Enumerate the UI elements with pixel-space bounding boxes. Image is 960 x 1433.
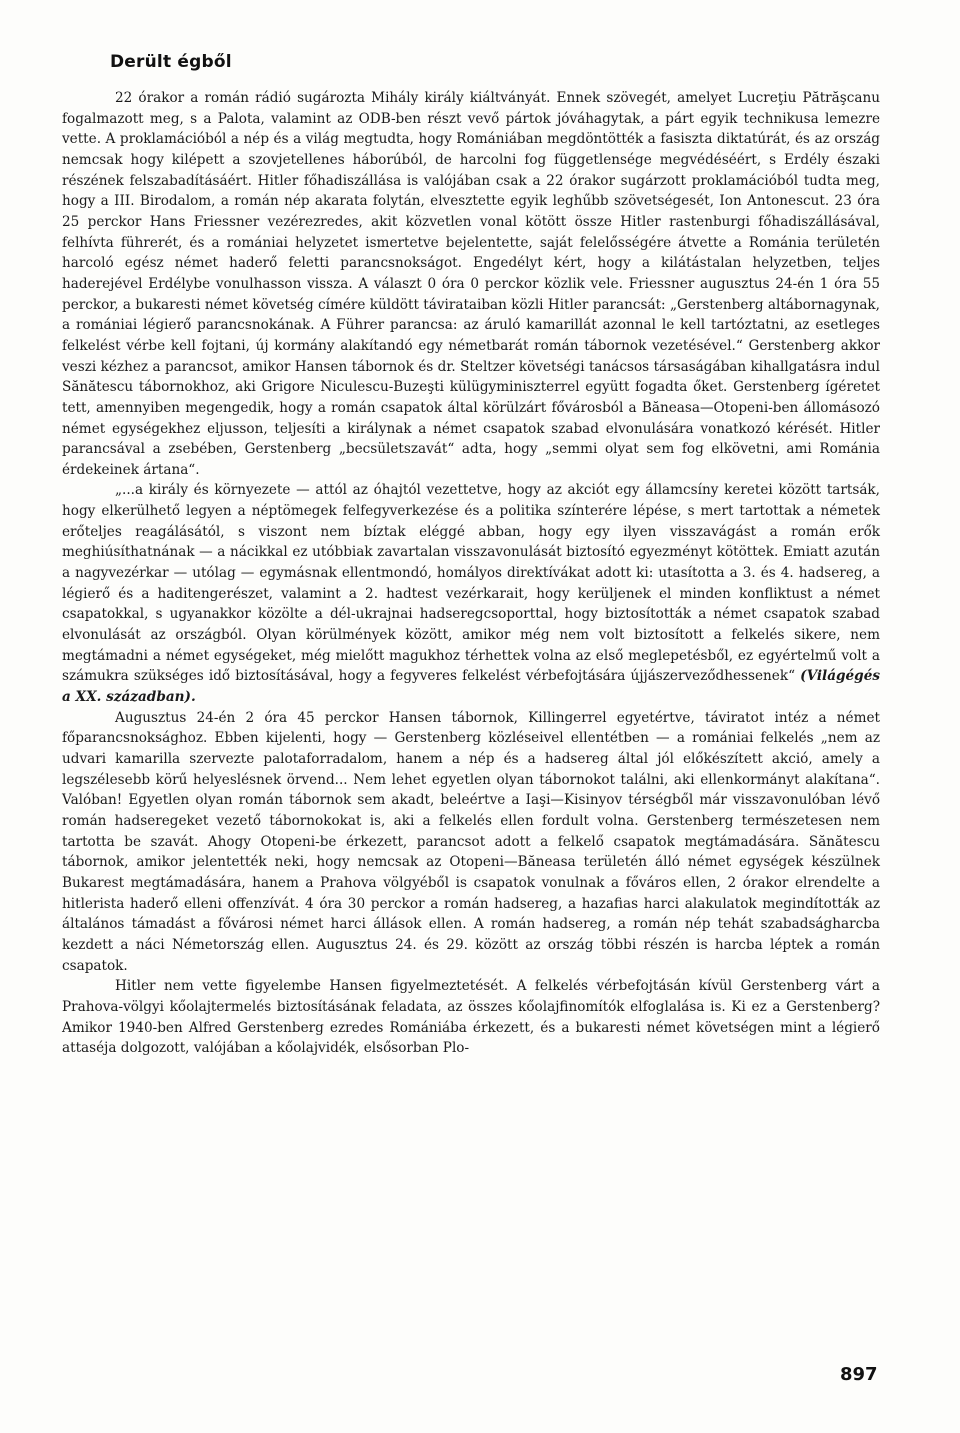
paragraph-hansen-telegram: Augusztus 24-én 2 óra 45 perckor Hansen tábornok, Killingerrel egyetértve, táviratot intéz a német főparancsnoksághoz. Ebben kijelenti, hogy — Gerstenberg közléseivel ellentétben — a romániai felkelés „nem az udvari kamarilla szervezte palotaforradalom, hanem a nép és a hadsereg által jól előkészített akció, amely a legszélesebb körű helyeslésnek örvend... Nem lehet egyetlen olyan tábornokot találni, aki ellenkormányt alakítana“. Valóban! Egyetlen olyan román tábornok sem akadt, beleértve a Iaşi—Kisinyov térségből már visszavonulóban lévő román hadseregeket vezető tábornokokat is, aki a felkelés ellen fordult volna. Gerstenberg természetesen nem tartotta be szavát. Ahogy Otopeni-be érkezett, parancsot adott a felkelő csapatok megtámadására. Sănătescu tábornok, amikor jelentették neki, hogy nemcsak az Otopeni—Băneasa területén álló német egységek készülnek Bukarest megtámadására, hanem a Prahova völgyéből is csapatok vonulnak a főváros ellen, 2 órakor elrendelte a hitlerista haderő elleni offenzívát. 4 óra 30 perckor a román hadsereg, a hazafias harci alakulatok megindították az általános támadást a fővárosi német harci állások ellen. A román hadsereg, a román nép tehát szabadságharcba kezdett a náci Németország ellen. Augusztus 24. és 29. között az ország többi részén is harcba léptek a román csapatok. xyxy=(62,709,880,974)
quotation-source: (Világégés a XX. században). xyxy=(62,668,880,706)
paragraph-proclamation: 22 órakor a román rádió sugározta Mihály király kiáltványát. Ennek szövegét, amelyet Lucreţiu Pătrăşcanu fogalmazott meg, s a Palota, valamint az ODB-ben részt vevő pártok jóváhagytak, a párt egyik technikusa lemezre vette. A proklamációból a nép és a világ megtudta, hogy Romániában megdöntötték a fasiszta diktatúrát, és az ország nemcsak hogy kilépett a szovjetellenes háborúból, de harcolni fog függetlensége megvédéséért, s Erdély északi részének felszabadításáért. Hitler főhadiszállása is valójában csak a 22 órakor sugárzott proklamációból tudta meg, hogy a III. Birodalom, a román nép akarata folytán, elvesztette egyik leghűbb szövetségesét, Ion Antonescut. 23 óra 25 perckor Hans Friessner vezérezredes, akit közvetlen vonal kötött össze Hitler rastenburgi főhadiszállásával, felhívta führerét, és a romániai helyzetet ismertetve bejelentette, saját felelősségére átvette a Románia területén harcoló egész német haderő feletti parancsnokságot. Engedélyt kért, hogy a kilátástalan helyzetben, teljes haderejével Erdélybe vonulhasson vissza. A választ 0 óra 0 perckor közlik vele. Friessner augusztus 24-én 1 óra 55 perckor, a bukaresti német követség címére küldött távirataiban közli Hitler parancsát: „Gerstenberg altábornagynak, a romániai légierő parancsnokának. A Führer parancsa: az áruló kamarillát azonnal le kell tartóztatni, az esetleges felkelést vérbe kell fojtani, új kormány alakítandó egy németbarát román tábornok vezetésével.“ Gerstenberg akkor veszi kézhez a parancsot, amikor Hansen tábornok és dr. Steltzer követségi tanácsos társaságában kihallgatásra indul Sănătescu tábornokhoz, aki Grigore Niculescu-Buzeşti külügyminiszterrel együtt fogadta őket. Gerstenberg ígéretet tett, amennyiben megengedik, hogy a román csapatok által körülzárt fővárosból a Băneasa—Otopeni-ben állomásozó német egységekhez eljusson, teljesíti a királynak a német csapatok szabad elvonulására vonatkozó kérését. Hitler parancsával a zsebében, Gerstenberg „becsületszavát“ adta, hogy „semmi olyat sem fog elkövetni, ami Románia érdekeinek ártana“. xyxy=(62,90,880,478)
quotation-text: „...a király és környezete — attól az óhajtól vezettetve, hogy az akciót egy államcsíny keretei között tartsák, hogy elkerülhető legyen a néptömegek felfegyverkezése és a politika színterére lépése, s mert tartottak a németek erőteljes reagálásától, s viszont nem bíztak eléggé abban, hogy egy ilyen visszavágást a román erők meghiúsíthatnának — a nácikkal ez utóbbiak zavartalan visszavonulását biztosító egyezményt kötöttek. Emiatt azután a nagyvezérkar — utólag — egymásnak ellentmondó, homályos direktívákat adott ki: utasította a 3. és 4. hadsereg, a légierő és a haditengerészet, valamint a 2. hadtest vezérkarait, hogy kerüljenek el minden konfliktust a német csapatokkal, s ugyanakkor közölte a dél-ukrajnai hadseregcsoporttal, hogy biztosították a német csapatok szabad elvonulását az országból. Olyan körülmények között, amikor még nem volt biztosított a felkelés sikere, nem megtámadni a német egységeket, még mielőtt magukhoz térhettek volna az első meglepetésből, ez egyértelmű volt a számukra szükséges idő biztosításával, hogy a fegyveres felkelést vérbefojtására újjászerveződhessenek“ xyxy=(62,482,880,685)
section-title: Derült égből xyxy=(110,52,232,72)
body-text xyxy=(62,88,880,1059)
page-number: 897 xyxy=(840,1364,878,1385)
paragraph-quotation xyxy=(62,480,880,707)
paragraph-gerstenberg: Hitler nem vette figyelembe Hansen figyelmeztetését. A felkelés vérbefojtásán kívül Gerstenberg várt a Prahova-völgyi kőolajtermelés biztosításának feladata, az összes kőolajfinomítók elfoglalása is. Ki ez a Gerstenberg? Amikor 1940-ben Alfred Gerstenberg ezredes Romániába érkezett, és a bukaresti német követségen mint a légierő attaséja dolgozott, valójában a kőolajvidék, elsősorban Plo- xyxy=(62,978,880,1057)
